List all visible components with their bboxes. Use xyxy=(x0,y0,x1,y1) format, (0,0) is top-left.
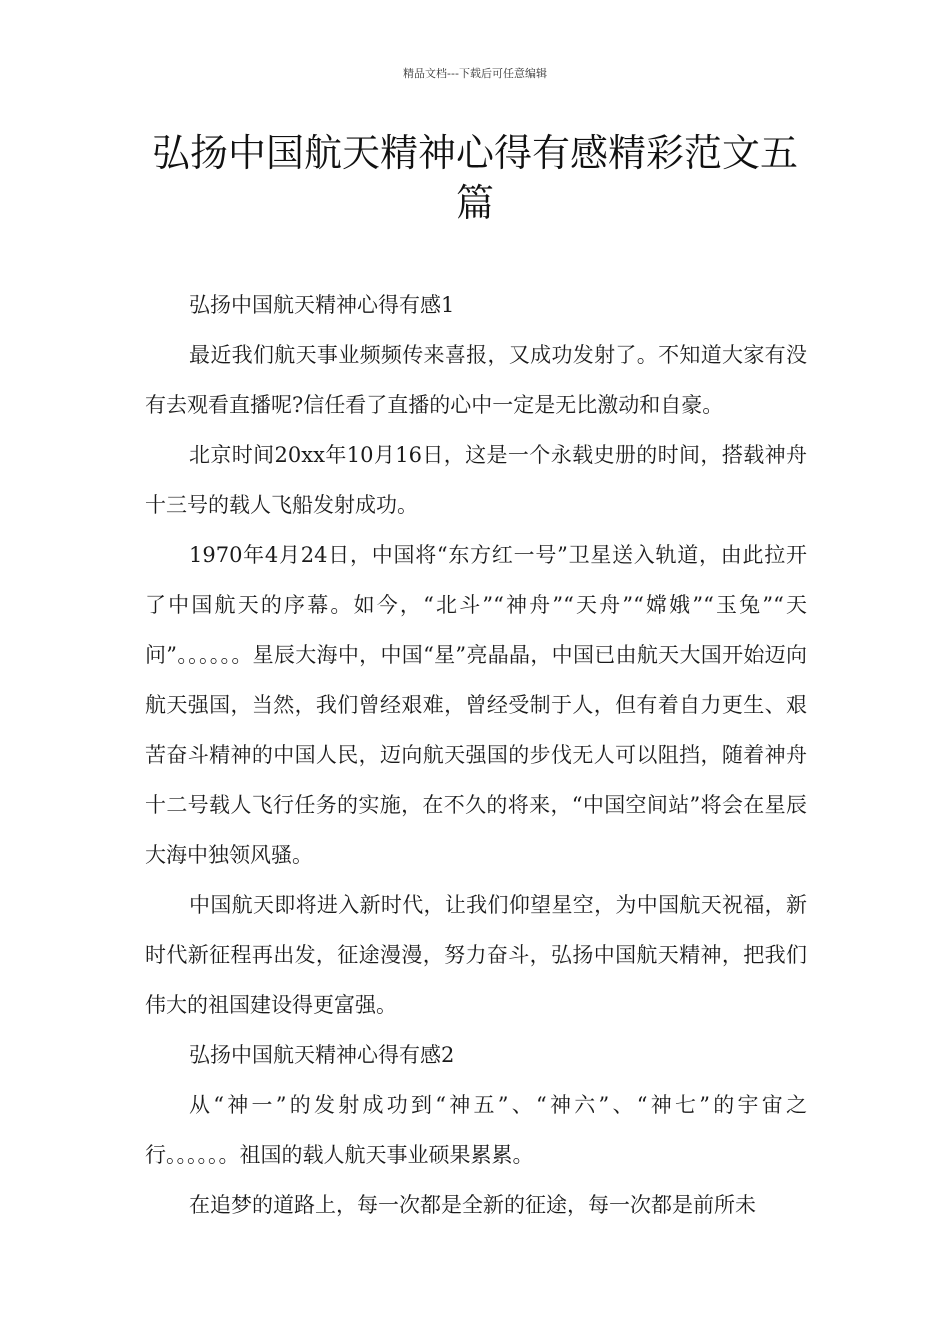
paragraph: 1970年4月24日，中国将“东方红一号”卫星送入轨道，由此拉开了中国航天的序幕。如今，“北斗”“神舟”“天舟”“嫦娥”“玉兔”“天问”。。。。。。星辰大海中，中国“星”亮晶晶，中国已由航天大国开始迈向航天强国，当然，我们曾经艰难，曾经受制于人，但有着自力更生、艰苦奋斗精神的中国人民，迈向航天强国的步伐无人可以阻挡，随着神舟十二号载人飞行任务的实施，在不久的将来，“中国空间站”将会在星辰大海中独领风骚。 xyxy=(145,543,807,867)
page-header: 精品文档---下载后可任意编辑 xyxy=(403,67,547,80)
paragraph: 从“神一”的发射成功到“神五”、“神六”、“神七”的宇宙之行。。。。。。祖国的载人航天事业硕果累累。 xyxy=(145,1093,807,1167)
document-title: 弘扬中国航天精神心得有感精彩范文五篇 xyxy=(151,131,798,225)
section-heading-1: 弘扬中国航天精神心得有感1 xyxy=(189,293,455,317)
paragraph: 在追梦的道路上，每一次都是全新的征途，每一次都是前所未 xyxy=(189,1193,756,1217)
paragraph: 北京时间20xx年10月16日，这是一个永载史册的时间，搭载神舟十三号的载人飞船发射成功。 xyxy=(145,443,807,517)
paragraph: 最近我们航天事业频频传来喜报，又成功发射了。不知道大家有没有去观看直播呢?信任看了直播的心中一定是无比激动和自豪。 xyxy=(145,343,807,417)
paragraph: 中国航天即将进入新时代，让我们仰望星空，为中国航天祝福，新时代新征程再出发，征途漫漫，努力奋斗，弘扬中国航天精神，把我们伟大的祖国建设得更富强。 xyxy=(145,893,807,1017)
document-body xyxy=(145,280,807,1230)
section-heading-2: 弘扬中国航天精神心得有感2 xyxy=(189,1043,455,1067)
